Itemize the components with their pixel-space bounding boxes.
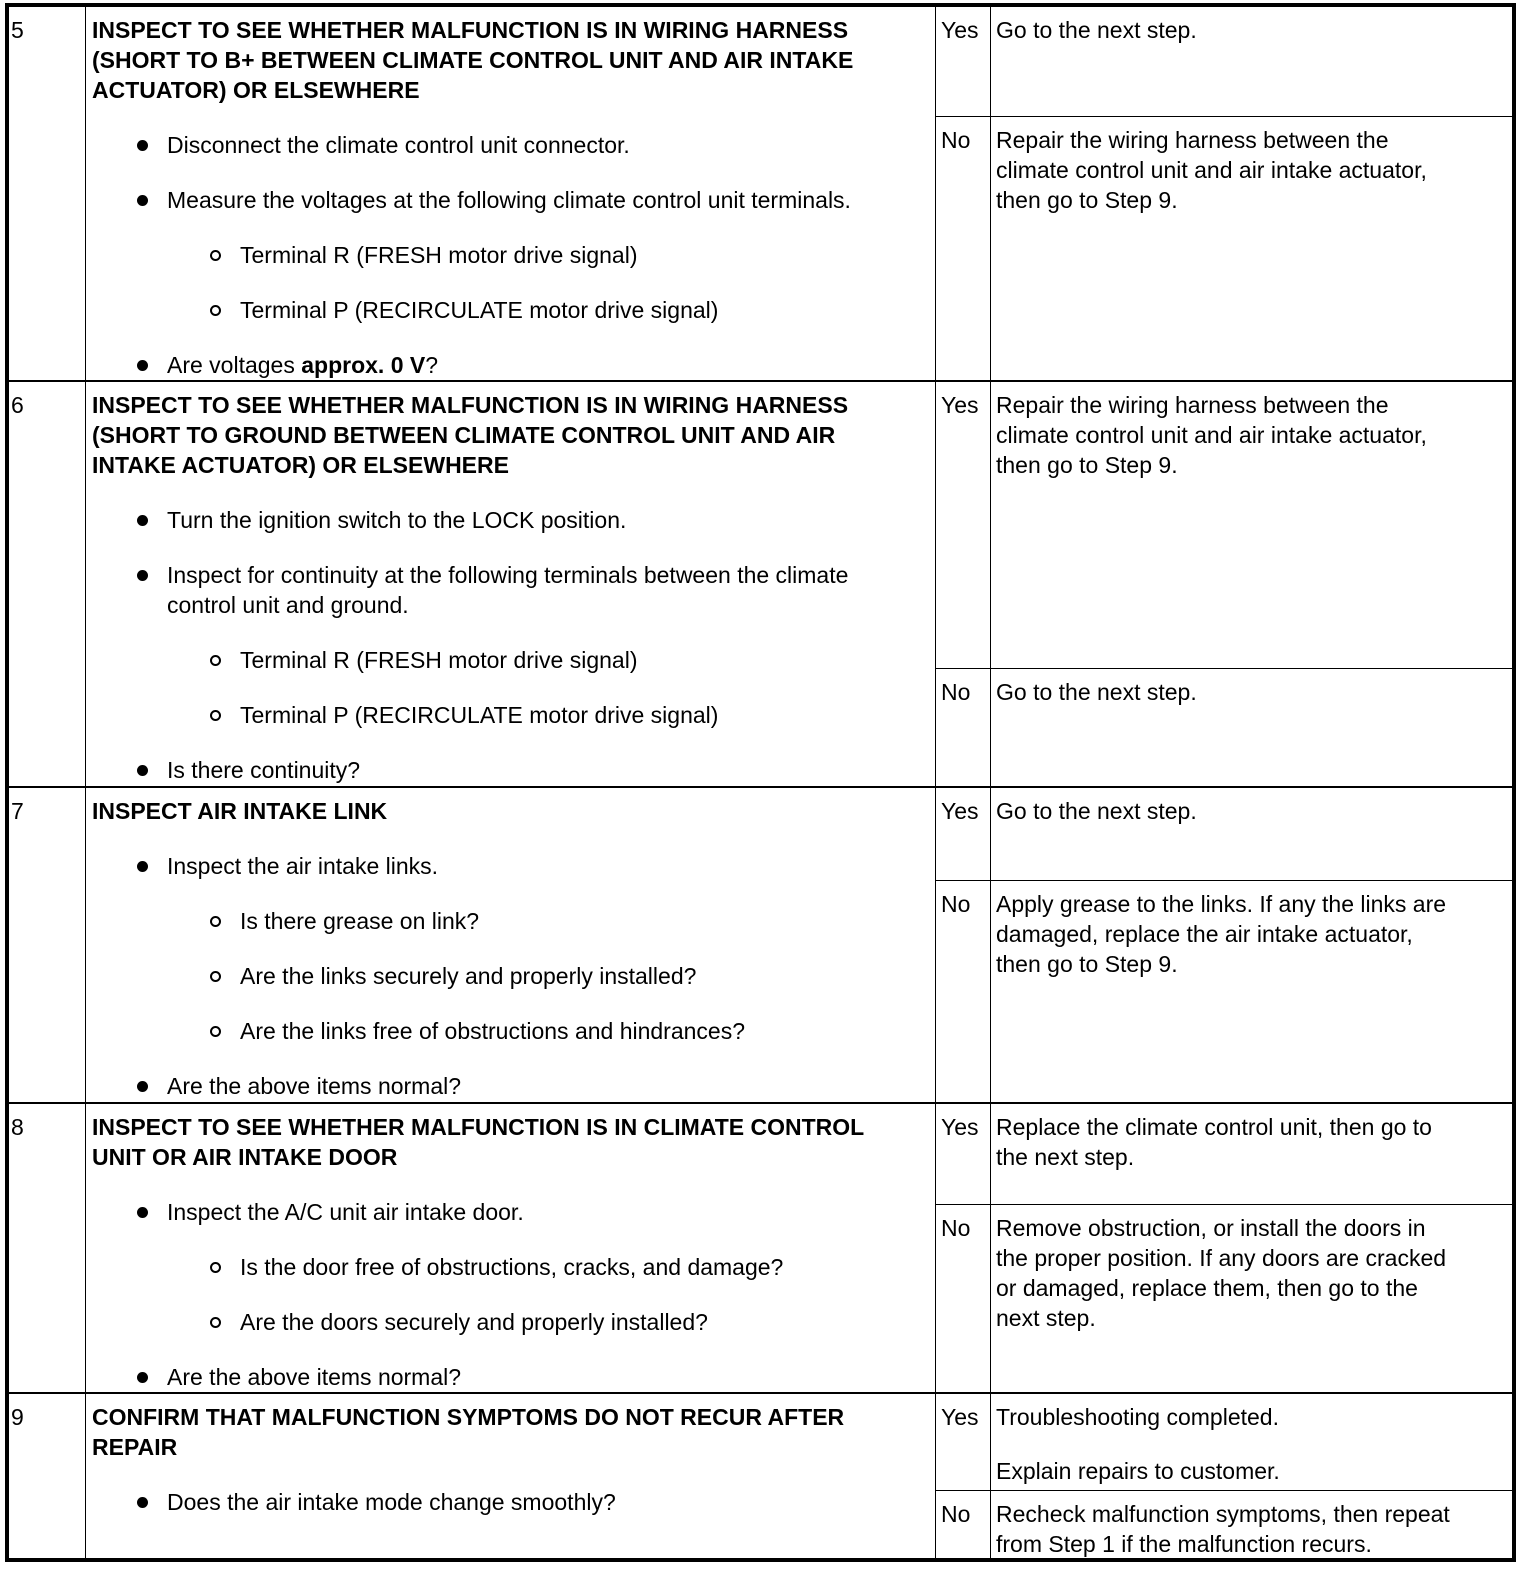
filled-bullet-icon: [137, 515, 148, 526]
hollow-bullet-icon: [210, 1317, 221, 1328]
item-text: Is there continuity?: [167, 757, 361, 783]
hollow-bullet-icon: [210, 1026, 221, 1037]
action-line: climate control unit and air intake actuator,: [996, 157, 1427, 183]
no-action: [990, 117, 1512, 380]
item-text: control unit and ground.: [167, 592, 409, 618]
filled-bullet-icon: [137, 1497, 148, 1508]
no-action: [990, 881, 1512, 1102]
item-line: [240, 906, 935, 936]
yes-action: [990, 7, 1512, 116]
bullet-item: [92, 350, 935, 380]
sub-bullet-item: [92, 1252, 935, 1282]
no-label: No: [941, 679, 971, 705]
yes-label: Yes: [941, 1404, 979, 1430]
action-line: Go to the next step.: [996, 798, 1197, 824]
item-text: Are the above items normal?: [167, 1073, 462, 1099]
bullet-item: [92, 1362, 935, 1392]
item-text: Inspect the air intake links.: [167, 853, 439, 879]
step-title: [92, 1112, 935, 1172]
step-content: [85, 7, 935, 380]
item-line: [240, 240, 935, 270]
no-action: [990, 1205, 1512, 1392]
item-text: Are the links securely and properly installed?: [240, 963, 697, 989]
action-paragraph: [996, 677, 1512, 707]
yes-action: [990, 1394, 1512, 1490]
bullet-item: [92, 1197, 935, 1227]
no-result: [936, 1490, 1512, 1558]
step-row-5: [9, 7, 1512, 380]
action-line: Go to the next step.: [996, 679, 1197, 705]
filled-bullet-icon: [137, 1081, 148, 1092]
sub-bullet-item: [92, 295, 935, 325]
hollow-bullet-icon: [210, 1262, 221, 1273]
item-line: [240, 1016, 935, 1046]
yes-result: [936, 788, 1512, 880]
yes-action: [990, 382, 1512, 668]
step-title-line: CONFIRM THAT MALFUNCTION SYMPTOMS DO NOT RECUR AFTER: [92, 1404, 845, 1430]
action-paragraph: [996, 1213, 1512, 1333]
action-line: Recheck malfunction symptoms, then repeat: [996, 1501, 1450, 1527]
item-line: [167, 1362, 935, 1392]
no-result: [936, 668, 1512, 786]
action-line: Apply grease to the links. If any the links are: [996, 891, 1447, 917]
item-text: Are the above items normal?: [167, 1364, 462, 1390]
item-line: [167, 1487, 935, 1517]
item-text: ?: [425, 352, 439, 378]
yes-result: [936, 1104, 1512, 1204]
action-line: Repair the wiring harness between the: [996, 392, 1389, 418]
filled-bullet-icon: [137, 570, 148, 581]
action-paragraph: [996, 125, 1512, 215]
sub-bullet-item: [92, 700, 935, 730]
yes-action: [990, 1104, 1512, 1204]
step-row-6: [9, 380, 1512, 786]
item-text: Are the doors securely and properly installed?: [240, 1309, 708, 1335]
action-paragraph: [996, 1499, 1512, 1559]
item-text: Terminal R (FRESH motor drive signal): [240, 647, 638, 673]
filled-bullet-icon: [137, 140, 148, 151]
hollow-bullet-icon: [210, 655, 221, 666]
filled-bullet-icon: [137, 1372, 148, 1383]
item-text: Disconnect the climate control unit connector.: [167, 132, 630, 158]
action-line: Repair the wiring harness between the: [996, 127, 1389, 153]
step-row-7: [9, 786, 1512, 1102]
item-line: [240, 961, 935, 991]
step-number: 7: [11, 798, 24, 824]
step-title-line: ACTUATOR) OR ELSEWHERE: [92, 77, 420, 103]
action-line: from Step 1 if the malfunction recurs.: [996, 1531, 1372, 1557]
step-title: [92, 15, 935, 105]
yes-result: [936, 7, 1512, 116]
step-title-line: INSPECT AIR INTAKE LINK: [92, 798, 388, 824]
result-column: [935, 1104, 1512, 1392]
action-paragraph: [996, 15, 1512, 45]
filled-bullet-icon: [137, 1207, 148, 1218]
bullet-item: [92, 1487, 935, 1517]
item-line: [240, 700, 935, 730]
no-label: No: [941, 1501, 971, 1527]
step-title: [92, 390, 935, 480]
no-label: No: [941, 1215, 971, 1241]
hollow-bullet-icon: [210, 305, 221, 316]
item-line: [167, 350, 935, 380]
action-line: Explain repairs to customer.: [996, 1458, 1280, 1484]
item-line: [167, 590, 935, 620]
action-line: then go to Step 9.: [996, 951, 1178, 977]
sub-bullet-item: [92, 961, 935, 991]
step-row-9: [9, 1392, 1512, 1558]
bullet-item: [92, 130, 935, 160]
sub-bullet-item: [92, 240, 935, 270]
emphasis-text: approx. 0 V: [301, 352, 426, 378]
step-title-line: (SHORT TO B+ BETWEEN CLIMATE CONTROL UNIT AND AIR INTAKE: [92, 47, 854, 73]
action-line: climate control unit and air intake actuator,: [996, 422, 1427, 448]
result-column: [935, 7, 1512, 380]
action-line: Troubleshooting completed.: [996, 1404, 1279, 1430]
item-text: Is the door free of obstructions, cracks, and damage?: [240, 1254, 784, 1280]
action-paragraph: [996, 1112, 1512, 1172]
hollow-bullet-icon: [210, 916, 221, 927]
action-line: the next step.: [996, 1144, 1135, 1170]
step-title-line: REPAIR: [92, 1434, 178, 1460]
yes-label: Yes: [941, 1114, 979, 1140]
no-action: [990, 669, 1512, 786]
action-paragraph: [996, 889, 1512, 979]
item-line: [167, 185, 935, 215]
action-paragraph: [996, 390, 1512, 480]
action-line: then go to Step 9.: [996, 187, 1178, 213]
item-text: Does the air intake mode change smoothly?: [167, 1489, 616, 1515]
result-column: [935, 1394, 1512, 1558]
no-action: [990, 1491, 1512, 1558]
action-line: next step.: [996, 1305, 1096, 1331]
filled-bullet-icon: [137, 861, 148, 872]
item-line: [167, 130, 935, 160]
item-text: Inspect for continuity at the following terminals between the climate: [167, 562, 849, 588]
item-line: [240, 1252, 935, 1282]
sub-bullet-item: [92, 906, 935, 936]
action-line: Replace the climate control unit, then go to: [996, 1114, 1432, 1140]
no-label: No: [941, 891, 971, 917]
bullet-item: [92, 505, 935, 535]
step-number: 8: [11, 1114, 24, 1140]
hollow-bullet-icon: [210, 250, 221, 261]
yes-result: [936, 382, 1512, 668]
bullet-item: [92, 1071, 935, 1101]
hollow-bullet-icon: [210, 710, 221, 721]
no-result: [936, 116, 1512, 380]
no-result: [936, 1204, 1512, 1392]
step-title: [92, 1402, 935, 1462]
filled-bullet-icon: [137, 195, 148, 206]
step-title-line: UNIT OR AIR INTAKE DOOR: [92, 1144, 398, 1170]
action-line: then go to Step 9.: [996, 452, 1178, 478]
sub-bullet-item: [92, 1016, 935, 1046]
bullet-item: [92, 851, 935, 881]
action-line: the proper position. If any doors are cracked: [996, 1245, 1447, 1271]
action-paragraph: [996, 1456, 1512, 1486]
item-line: [240, 1307, 935, 1337]
action-line: damaged, replace the air intake actuator,: [996, 921, 1413, 947]
yes-label: Yes: [941, 798, 979, 824]
item-text: Inspect the A/C unit air intake door.: [167, 1199, 524, 1225]
troubleshooting-table: [5, 3, 1516, 1562]
yes-action: [990, 788, 1512, 880]
action-paragraph: [996, 796, 1512, 826]
item-text: Terminal P (RECIRCULATE motor drive signal): [240, 297, 719, 323]
result-column: [935, 382, 1512, 786]
item-text: Is there grease on link?: [240, 908, 480, 934]
item-text: Terminal P (RECIRCULATE motor drive signal): [240, 702, 719, 728]
step-number: 5: [11, 17, 24, 43]
action-line: Remove obstruction, or install the doors in: [996, 1215, 1426, 1241]
yes-result: [936, 1394, 1512, 1490]
step-number: 6: [11, 392, 24, 418]
action-line: or damaged, replace them, then go to the: [996, 1275, 1418, 1301]
step-content: [85, 1394, 935, 1558]
item-line: [167, 755, 935, 785]
action-paragraph: [996, 1402, 1512, 1432]
step-title-line: (SHORT TO GROUND BETWEEN CLIMATE CONTROL UNIT AND AIR: [92, 422, 836, 448]
bullet-item: [92, 755, 935, 785]
bullet-item: [92, 560, 935, 620]
item-text: Measure the voltages at the following climate control unit terminals.: [167, 187, 851, 213]
step-content: [85, 788, 935, 1102]
step-content: [85, 1104, 935, 1392]
step-number: 9: [11, 1404, 24, 1430]
yes-label: Yes: [941, 17, 979, 43]
step-title-line: INSPECT TO SEE WHETHER MALFUNCTION IS IN WIRING HARNESS: [92, 392, 849, 418]
yes-label: Yes: [941, 392, 979, 418]
item-text: Are the links free of obstructions and hindrances?: [240, 1018, 746, 1044]
no-result: [936, 880, 1512, 1102]
item-text: Turn the ignition switch to the LOCK position.: [167, 507, 627, 533]
filled-bullet-icon: [137, 765, 148, 776]
result-column: [935, 788, 1512, 1102]
sub-bullet-item: [92, 645, 935, 675]
item-text: Terminal R (FRESH motor drive signal): [240, 242, 638, 268]
no-label: No: [941, 127, 971, 153]
step-title: [92, 796, 935, 826]
item-line: [167, 851, 935, 881]
item-line: [167, 1197, 935, 1227]
step-title-line: INSPECT TO SEE WHETHER MALFUNCTION IS IN WIRING HARNESS: [92, 17, 849, 43]
step-content: [85, 382, 935, 786]
sub-bullet-item: [92, 1307, 935, 1337]
item-text: Are voltages: [167, 352, 302, 378]
step-row-8: [9, 1102, 1512, 1392]
step-title-line: INSPECT TO SEE WHETHER MALFUNCTION IS IN CLIMATE CONTROL: [92, 1114, 865, 1140]
item-line: [240, 295, 935, 325]
item-line: [167, 1071, 935, 1101]
item-line: [167, 505, 935, 535]
action-line: Go to the next step.: [996, 17, 1197, 43]
bullet-item: [92, 185, 935, 215]
item-line: [167, 560, 935, 590]
item-line: [240, 645, 935, 675]
step-title-line: INTAKE ACTUATOR) OR ELSEWHERE: [92, 452, 509, 478]
hollow-bullet-icon: [210, 971, 221, 982]
filled-bullet-icon: [137, 360, 148, 371]
